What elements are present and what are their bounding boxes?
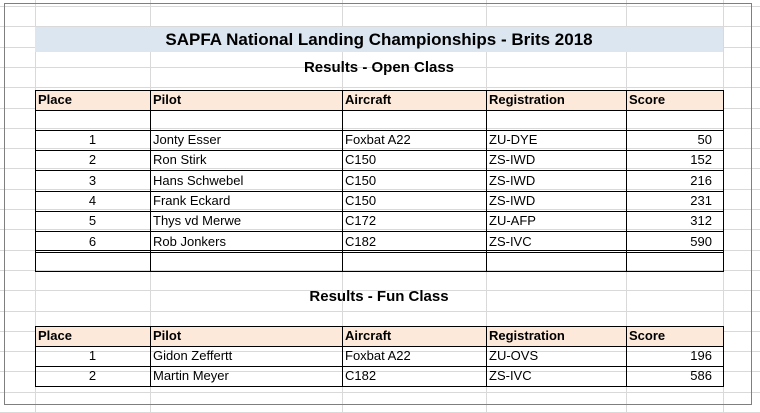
cell-score: 50 (697, 132, 712, 147)
table-border-horizontal (35, 250, 724, 251)
table-border-vertical (35, 326, 36, 387)
cell-registration: ZS-IWD (489, 152, 536, 167)
table-border-horizontal (35, 191, 724, 192)
cell-score: 586 (690, 368, 712, 383)
table-border-vertical (626, 90, 627, 272)
table-border-horizontal (35, 110, 724, 111)
cell-score: 231 (690, 193, 712, 208)
table-border-vertical (626, 326, 627, 387)
table-border-vertical (342, 90, 343, 272)
cell-pilot: Rob Jonkers (153, 234, 226, 249)
cell-aircraft: C182 (345, 368, 377, 383)
table-border-horizontal (35, 170, 724, 171)
table-border-vertical (150, 326, 151, 387)
table-border-horizontal (35, 231, 724, 232)
table-border-horizontal (35, 130, 724, 131)
cell-score: 196 (690, 348, 712, 363)
page-title: SAPFA National Landing Championships - Brits 2018 (165, 30, 593, 49)
column-header-pilot: Pilot (153, 92, 182, 107)
cell-registration: ZU-OVS (489, 348, 539, 363)
cell-registration: ZU-DYE (489, 132, 538, 147)
table-border-horizontal (35, 90, 724, 91)
cell-registration: ZS-IVC (489, 368, 532, 383)
cell-aircraft: C182 (345, 234, 377, 249)
table-border-vertical (723, 326, 724, 387)
cell-pilot: Thys vd Merwe (153, 213, 242, 228)
cell-place: 1 (88, 132, 97, 147)
table-border-vertical (35, 90, 36, 272)
cell-registration: ZS-IWD (489, 193, 536, 208)
column-header-score: Score (629, 328, 666, 343)
cell-aircraft: C150 (345, 152, 377, 167)
table-border-horizontal (35, 386, 724, 387)
cell-place: 3 (88, 173, 97, 188)
cell-place: 2 (88, 152, 97, 167)
column-header-registration: Registration (489, 92, 565, 107)
cell-registration: ZS-IWD (489, 173, 536, 188)
table-border-horizontal (35, 366, 724, 367)
cell-pilot: Gidon Zeffertt (153, 348, 233, 363)
cell-pilot: Ron Stirk (153, 152, 207, 167)
column-header-aircraft: Aircraft (345, 328, 392, 343)
column-header-aircraft: Aircraft (345, 92, 392, 107)
cell-place: 5 (88, 213, 97, 228)
table-border-vertical (486, 90, 487, 272)
cell-pilot: Frank Eckard (153, 193, 231, 208)
table-border-horizontal (35, 211, 724, 212)
table-border-horizontal (35, 150, 724, 151)
cell-score: 152 (690, 152, 712, 167)
table-border-vertical (486, 326, 487, 387)
cell-place: 2 (88, 368, 97, 383)
cell-aircraft: Foxbat A22 (345, 132, 411, 147)
table-border-vertical (342, 326, 343, 387)
column-header-pilot: Pilot (153, 328, 182, 343)
cell-score: 590 (690, 234, 712, 249)
column-header-place: Place (38, 92, 72, 107)
table-border-horizontal (35, 252, 724, 253)
column-header-registration: Registration (489, 328, 565, 343)
table-border-vertical (150, 90, 151, 272)
cell-aircraft: C172 (345, 213, 377, 228)
cell-pilot: Jonty Esser (153, 132, 221, 147)
open-class-heading: Results - Open Class (303, 59, 455, 76)
cell-registration: ZS-IVC (489, 234, 532, 249)
cell-aircraft: Foxbat A22 (345, 348, 411, 363)
table-border-vertical (723, 90, 724, 272)
cell-registration: ZU-AFP (489, 213, 536, 228)
cell-place: 6 (88, 234, 97, 249)
cell-pilot: Hans Schwebel (153, 173, 244, 188)
cell-aircraft: C150 (345, 173, 377, 188)
table-border-horizontal (35, 346, 724, 347)
cell-score: 312 (690, 213, 712, 228)
column-header-score: Score (629, 92, 666, 107)
fun-class-heading: Results - Fun Class (309, 288, 449, 305)
cell-place: 1 (88, 348, 97, 363)
table-border-horizontal (35, 271, 724, 272)
cell-aircraft: C150 (345, 193, 377, 208)
cell-pilot: Martin Meyer (153, 368, 229, 383)
cell-place: 4 (88, 193, 97, 208)
table-border-horizontal (35, 326, 724, 327)
cell-score: 216 (690, 173, 712, 188)
column-header-place: Place (38, 328, 72, 343)
